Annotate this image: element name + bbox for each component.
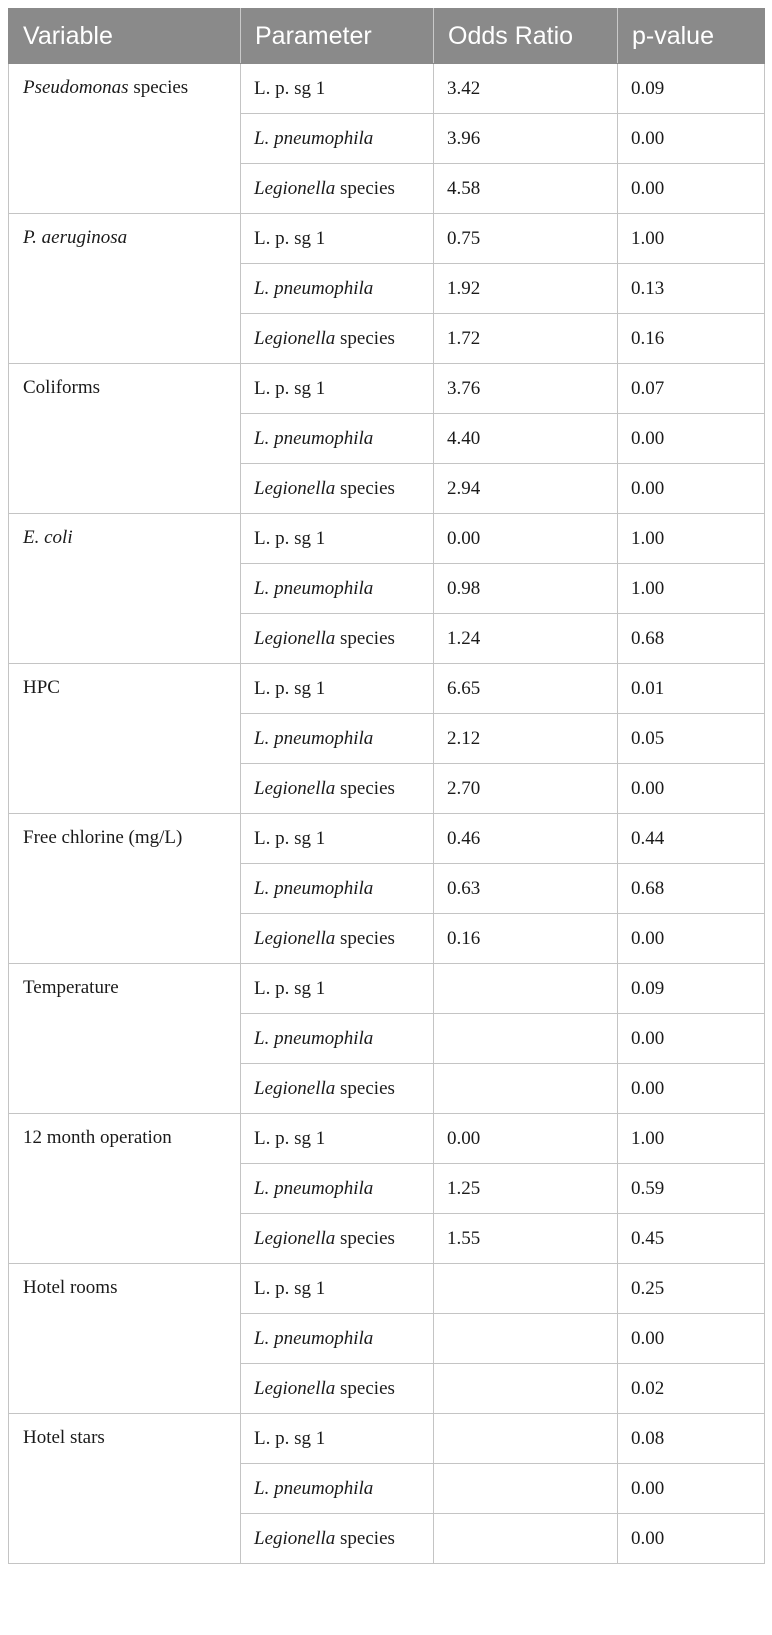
odds-ratio-cell: 0.00 xyxy=(434,514,618,564)
parameter-cell xyxy=(241,514,434,564)
p-value-cell: 0.00 xyxy=(618,914,765,964)
odds-ratio-cell: 2.94 xyxy=(434,464,618,514)
parameter-text: L. p. sg 1 xyxy=(254,527,326,549)
parameter-italic: Legionella xyxy=(254,477,336,499)
variable-plain: Hotel stars xyxy=(23,1427,105,1448)
parameter-plain: species xyxy=(335,477,395,499)
p-value-cell: 0.68 xyxy=(618,614,765,664)
odds-ratio-cell: 1.25 xyxy=(434,1164,618,1214)
parameter-text: L. p. sg 1 xyxy=(254,1277,326,1299)
odds-ratio-cell: 1.24 xyxy=(434,614,618,664)
parameter-plain: species xyxy=(335,1527,395,1549)
variable-plain: Temperature xyxy=(23,977,119,998)
p-value-cell: 0.13 xyxy=(618,264,765,314)
p-value-cell: 1.00 xyxy=(618,1114,765,1164)
variable-italic: P. aeruginosa xyxy=(23,227,128,248)
p-value-cell: 0.02 xyxy=(618,1364,765,1414)
parameter-text: L. p. sg 1 xyxy=(254,1127,326,1149)
p-value-cell: 0.45 xyxy=(618,1214,765,1264)
p-value-cell: 0.08 xyxy=(618,1414,765,1464)
parameter-cell xyxy=(241,1164,434,1214)
parameter-italic: L. pneumophila xyxy=(254,577,374,599)
header-odds-ratio: Odds Ratio xyxy=(434,9,618,64)
parameter-italic: L. pneumophila xyxy=(254,427,374,449)
parameter-plain: species xyxy=(335,627,395,649)
parameter-cell xyxy=(241,1214,434,1264)
variable-italic: Pseudomonas xyxy=(23,77,129,98)
variable-cell xyxy=(9,964,241,1114)
parameter-text: L. p. sg 1 xyxy=(254,377,326,399)
parameter-plain: species xyxy=(335,1227,395,1249)
variable-plain: 12 month operation xyxy=(23,1127,172,1148)
variable-cell xyxy=(9,64,241,214)
parameter-cell xyxy=(241,714,434,764)
variable-cell xyxy=(9,1114,241,1264)
parameter-cell xyxy=(241,114,434,164)
parameter-italic: Legionella xyxy=(254,1527,336,1549)
parameter-text: L. p. sg 1 xyxy=(254,677,326,699)
variable-cell xyxy=(9,664,241,814)
variable-cell xyxy=(9,1264,241,1414)
odds-ratio-cell: 6.65 xyxy=(434,664,618,714)
odds-ratio-cell xyxy=(434,1464,618,1514)
p-value-cell: 0.00 xyxy=(618,414,765,464)
p-value-cell: 0.00 xyxy=(618,764,765,814)
odds-ratio-cell: 2.12 xyxy=(434,714,618,764)
odds-ratio-table-container xyxy=(8,8,764,1564)
odds-ratio-cell: 3.96 xyxy=(434,114,618,164)
variable-cell xyxy=(9,814,241,964)
parameter-italic: L. pneumophila xyxy=(254,1177,374,1199)
parameter-plain: species xyxy=(335,777,395,799)
parameter-cell xyxy=(241,364,434,414)
odds-ratio-table xyxy=(8,8,765,1564)
odds-ratio-cell: 4.58 xyxy=(434,164,618,214)
parameter-text: L. p. sg 1 xyxy=(254,977,326,999)
variable-plain: Coliforms xyxy=(23,377,101,398)
parameter-text: L. p. sg 1 xyxy=(254,827,326,849)
p-value-cell: 0.00 xyxy=(618,114,765,164)
header-variable: Variable xyxy=(9,9,241,64)
parameter-cell xyxy=(241,964,434,1014)
header-row xyxy=(9,9,765,64)
table-header xyxy=(9,9,765,64)
parameter-cell xyxy=(241,1364,434,1414)
odds-ratio-cell xyxy=(434,1514,618,1564)
parameter-cell xyxy=(241,914,434,964)
parameter-cell xyxy=(241,1064,434,1114)
parameter-italic: L. pneumophila xyxy=(254,877,374,899)
odds-ratio-cell: 0.00 xyxy=(434,1114,618,1164)
p-value-cell: 0.07 xyxy=(618,364,765,414)
parameter-cell xyxy=(241,1314,434,1364)
parameter-cell xyxy=(241,864,434,914)
parameter-plain: species xyxy=(335,1077,395,1099)
parameter-cell xyxy=(241,164,434,214)
table-row xyxy=(9,1414,765,1464)
header-p-value: p-value xyxy=(618,9,765,64)
parameter-cell xyxy=(241,414,434,464)
parameter-plain: species xyxy=(335,927,395,949)
odds-ratio-cell: 1.92 xyxy=(434,264,618,314)
parameter-italic: Legionella xyxy=(254,627,336,649)
p-value-cell: 0.01 xyxy=(618,664,765,714)
parameter-plain: species xyxy=(335,177,395,199)
odds-ratio-cell xyxy=(434,1014,618,1064)
odds-ratio-cell: 0.46 xyxy=(434,814,618,864)
p-value-cell: 0.00 xyxy=(618,1014,765,1064)
parameter-italic: Legionella xyxy=(254,1227,336,1249)
variable-cell xyxy=(9,214,241,364)
variable-italic: E. coli xyxy=(23,527,73,548)
odds-ratio-cell xyxy=(434,1414,618,1464)
p-value-cell: 0.16 xyxy=(618,314,765,364)
p-value-cell: 0.25 xyxy=(618,1264,765,1314)
odds-ratio-cell xyxy=(434,1364,618,1414)
p-value-cell: 0.00 xyxy=(618,1464,765,1514)
odds-ratio-cell xyxy=(434,964,618,1014)
parameter-cell xyxy=(241,664,434,714)
table-row xyxy=(9,1264,765,1314)
p-value-cell: 0.05 xyxy=(618,714,765,764)
table-row xyxy=(9,64,765,114)
variable-plain: HPC xyxy=(23,677,60,698)
table-row xyxy=(9,814,765,864)
table-row xyxy=(9,514,765,564)
parameter-cell xyxy=(241,1114,434,1164)
parameter-text: L. p. sg 1 xyxy=(254,227,326,249)
parameter-plain: species xyxy=(335,327,395,349)
variable-cell xyxy=(9,1414,241,1564)
p-value-cell: 0.09 xyxy=(618,964,765,1014)
table-row xyxy=(9,214,765,264)
parameter-cell xyxy=(241,64,434,114)
table-row xyxy=(9,964,765,1014)
parameter-italic: L. pneumophila xyxy=(254,277,374,299)
parameter-text: L. p. sg 1 xyxy=(254,1427,326,1449)
odds-ratio-cell: 4.40 xyxy=(434,414,618,464)
p-value-cell: 0.00 xyxy=(618,1064,765,1114)
parameter-cell xyxy=(241,1414,434,1464)
table-row xyxy=(9,664,765,714)
parameter-cell xyxy=(241,464,434,514)
parameter-italic: L. pneumophila xyxy=(254,127,374,149)
parameter-italic: Legionella xyxy=(254,927,336,949)
parameter-italic: L. pneumophila xyxy=(254,1327,374,1349)
table-row xyxy=(9,1114,765,1164)
parameter-cell xyxy=(241,314,434,364)
variable-cell xyxy=(9,514,241,664)
p-value-cell: 0.00 xyxy=(618,464,765,514)
parameter-cell xyxy=(241,614,434,664)
odds-ratio-cell xyxy=(434,1264,618,1314)
parameter-italic: Legionella xyxy=(254,327,336,349)
p-value-cell: 0.00 xyxy=(618,164,765,214)
parameter-plain: species xyxy=(335,1377,395,1399)
parameter-italic: Legionella xyxy=(254,1077,336,1099)
parameter-italic: L. pneumophila xyxy=(254,727,374,749)
parameter-cell xyxy=(241,1014,434,1064)
parameter-text: L. p. sg 1 xyxy=(254,77,326,99)
p-value-cell: 0.68 xyxy=(618,864,765,914)
p-value-cell: 1.00 xyxy=(618,564,765,614)
header-parameter: Parameter xyxy=(241,9,434,64)
parameter-cell xyxy=(241,214,434,264)
p-value-cell: 1.00 xyxy=(618,214,765,264)
p-value-cell: 0.44 xyxy=(618,814,765,864)
parameter-cell xyxy=(241,1514,434,1564)
odds-ratio-cell: 0.16 xyxy=(434,914,618,964)
odds-ratio-cell: 2.70 xyxy=(434,764,618,814)
parameter-cell xyxy=(241,564,434,614)
parameter-cell xyxy=(241,814,434,864)
parameter-italic: Legionella xyxy=(254,777,336,799)
parameter-cell xyxy=(241,1264,434,1314)
p-value-cell: 0.00 xyxy=(618,1314,765,1364)
p-value-cell: 0.09 xyxy=(618,64,765,114)
parameter-italic: L. pneumophila xyxy=(254,1477,374,1499)
p-value-cell: 0.59 xyxy=(618,1164,765,1214)
odds-ratio-cell: 1.72 xyxy=(434,314,618,364)
variable-plain: Free chlorine (mg/L) xyxy=(23,827,183,848)
odds-ratio-cell: 1.55 xyxy=(434,1214,618,1264)
odds-ratio-cell: 0.63 xyxy=(434,864,618,914)
odds-ratio-cell: 0.75 xyxy=(434,214,618,264)
parameter-italic: Legionella xyxy=(254,177,336,199)
variable-plain: Hotel rooms xyxy=(23,1277,118,1298)
odds-ratio-cell: 3.76 xyxy=(434,364,618,414)
variable-plain: species xyxy=(128,77,189,98)
parameter-cell xyxy=(241,764,434,814)
parameter-cell xyxy=(241,264,434,314)
variable-cell xyxy=(9,364,241,514)
p-value-cell: 1.00 xyxy=(618,514,765,564)
parameter-cell xyxy=(241,1464,434,1514)
odds-ratio-cell xyxy=(434,1064,618,1114)
table-row xyxy=(9,364,765,414)
odds-ratio-cell: 3.42 xyxy=(434,64,618,114)
odds-ratio-cell xyxy=(434,1314,618,1364)
parameter-italic: L. pneumophila xyxy=(254,1027,374,1049)
odds-ratio-cell: 0.98 xyxy=(434,564,618,614)
table-body xyxy=(9,64,765,1564)
p-value-cell: 0.00 xyxy=(618,1514,765,1564)
parameter-italic: Legionella xyxy=(254,1377,336,1399)
